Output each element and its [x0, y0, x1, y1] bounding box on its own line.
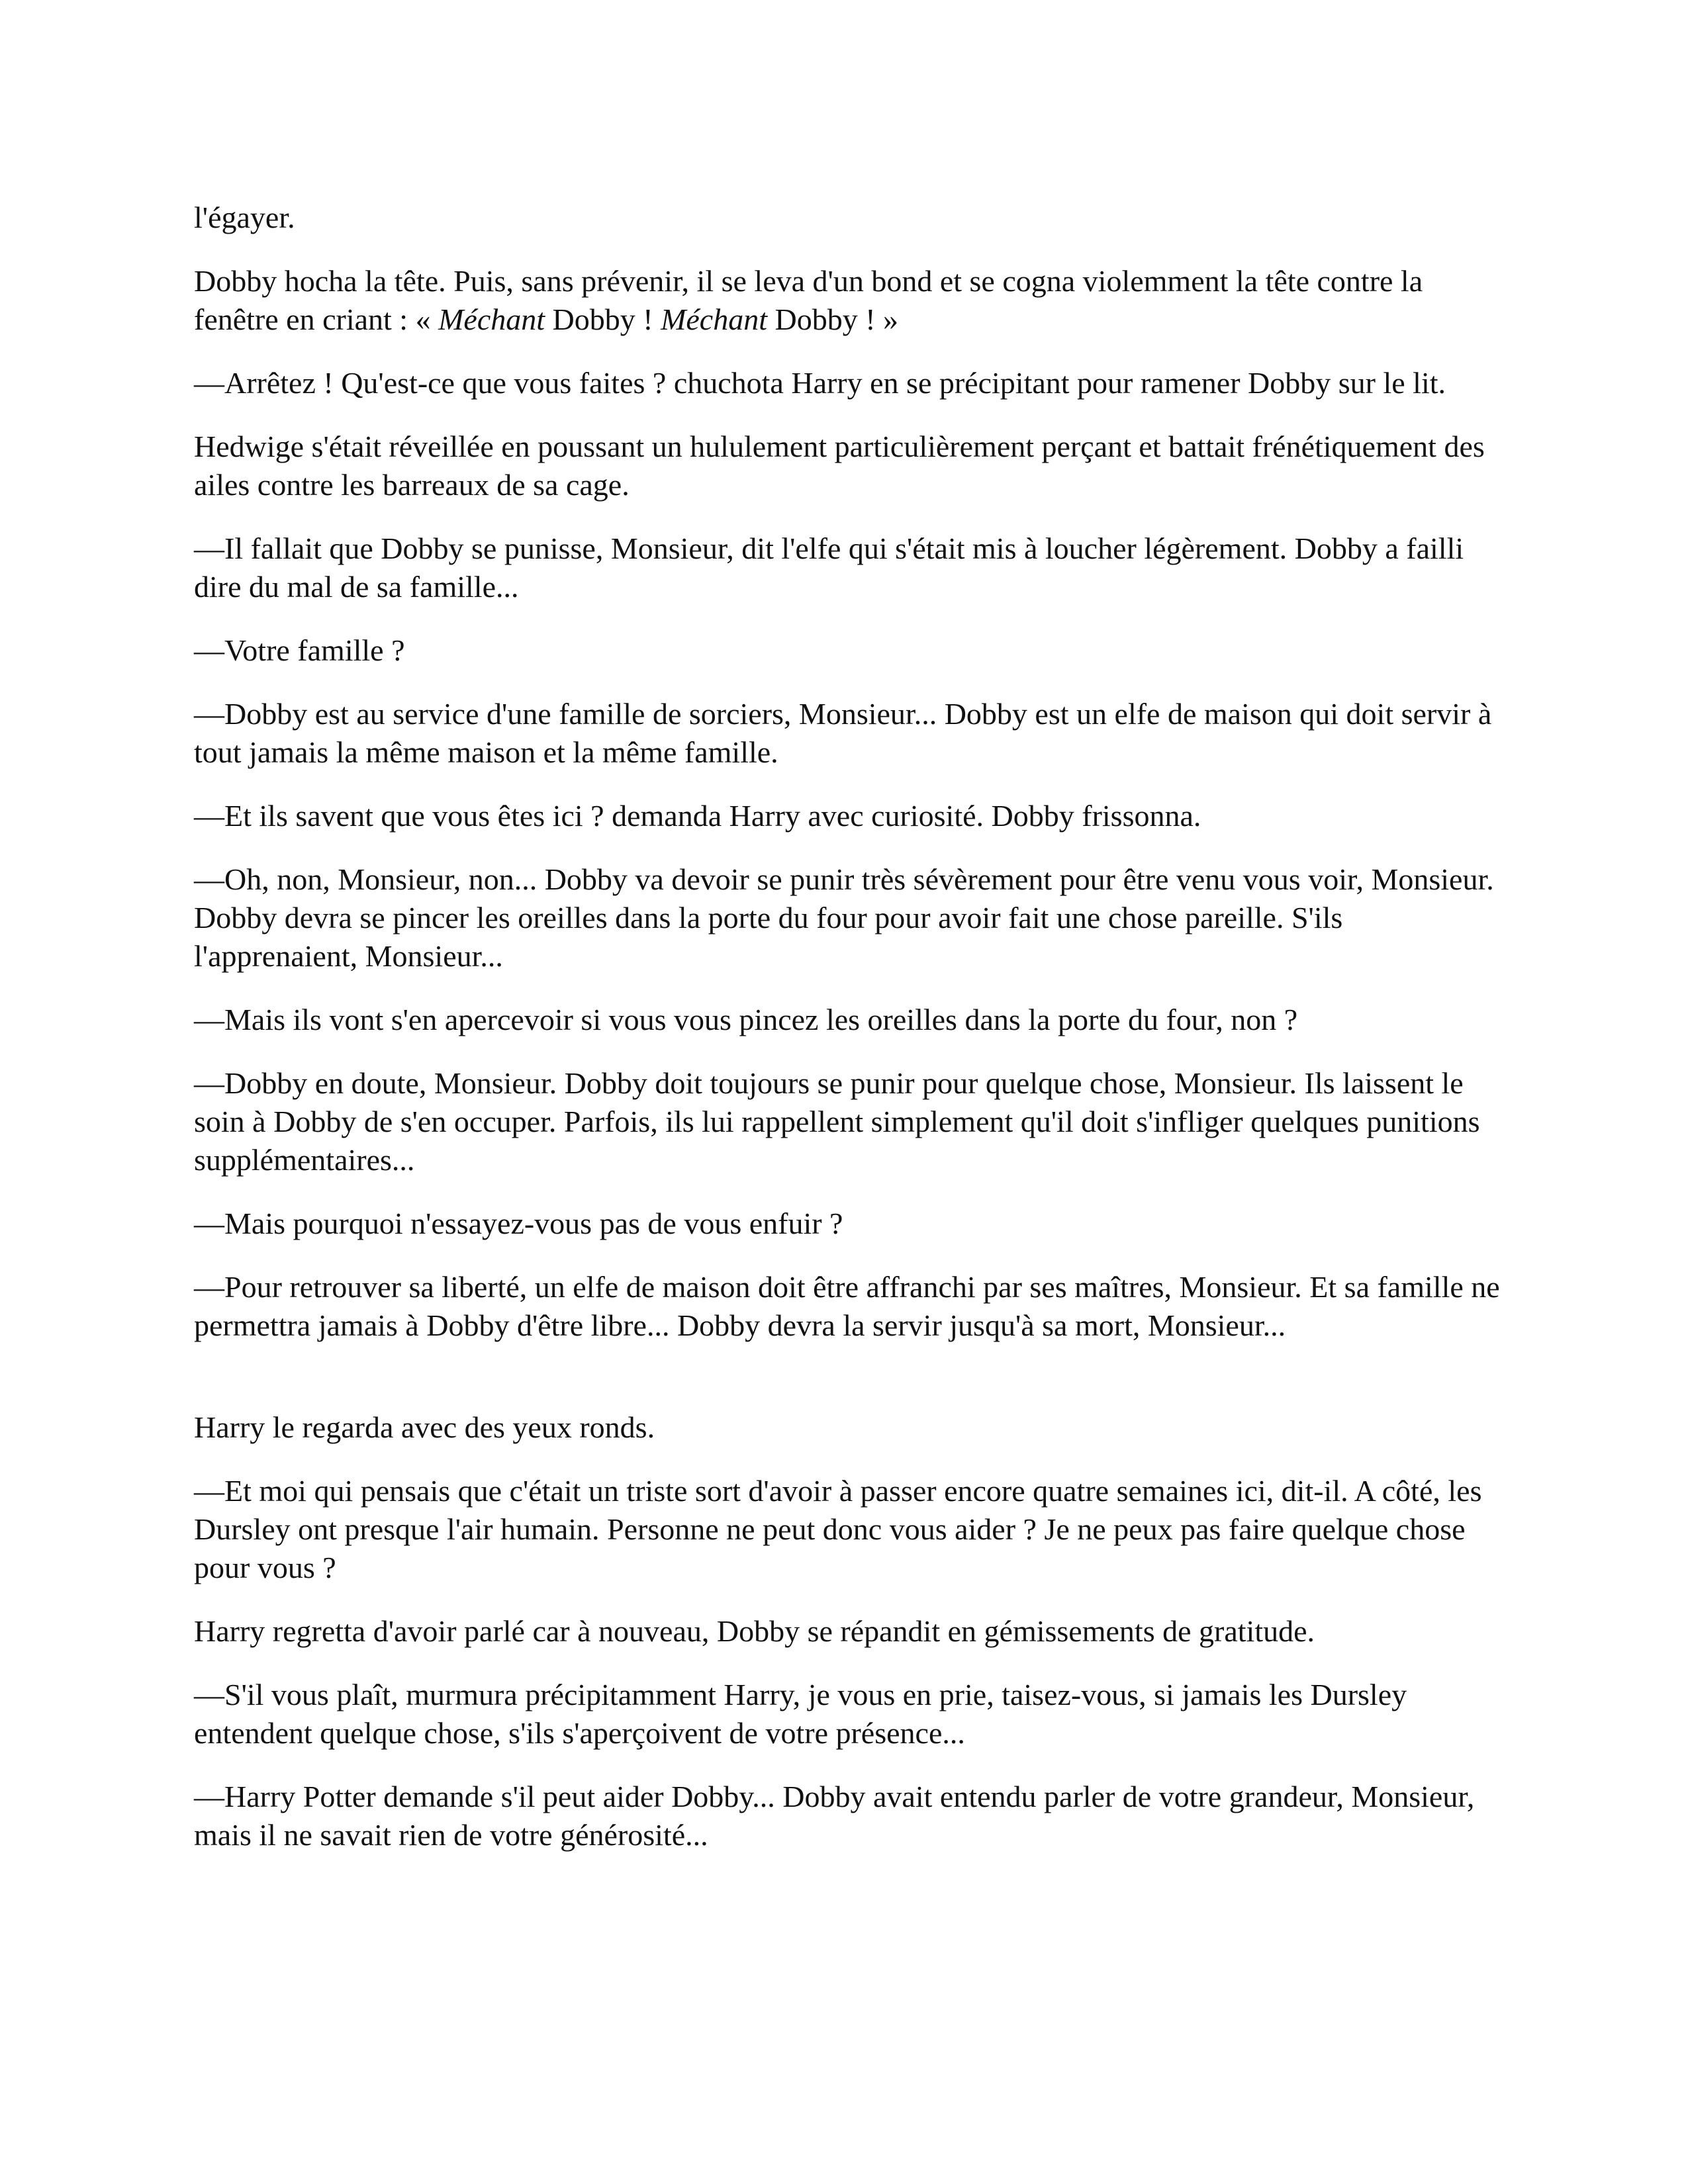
paragraph: —Arrêtez ! Qu'est-ce que vous faites ? chuchota Harry en se précipitant pour ramener Dobby sur le lit.: [194, 366, 1446, 400]
paragraph: Harry regretta d'avoir parlé car à nouveau, Dobby se répandit en gémissements de gratitude.: [194, 1614, 1315, 1648]
paragraph: —Votre famille ?: [194, 633, 405, 667]
paragraph: Hedwige s'était réveillée en poussant un hululement particulièrement perçant et battait frénétiquement des ailes contre les barreaux de sa cage.: [194, 430, 1485, 502]
text-run: Dobby ! »: [767, 302, 899, 336]
paragraph: —Dobby est au service d'une famille de sorciers, Monsieur... Dobby est un elfe de maison qui doit servir à tout jamais la même maison et la même famille.: [194, 697, 1492, 769]
paragraph: —Oh, non, Monsieur, non... Dobby va devoir se punir très sévèrement pour être venu vous voir, Monsieur. Dobby devra se pincer les oreilles dans la porte du four pour avoir fait une chose pareille. S'ils l'apprenaient, Monsieur...: [194, 862, 1494, 973]
paragraph: —Et ils savent que vous êtes ici ? demanda Harry avec curiosité. Dobby frissonna.: [194, 799, 1201, 833]
paragraph: Harry le regarda avec des yeux ronds.: [194, 1410, 655, 1444]
document-page: [194, 199, 1501, 1880]
paragraph: [194, 262, 1501, 339]
paragraph: l'égayer.: [194, 201, 295, 234]
paragraph: —Mais pourquoi n'essayez-vous pas de vous enfuir ?: [194, 1206, 843, 1240]
paragraph: —Et moi qui pensais que c'était un triste sort d'avoir à passer encore quatre semaines ici, dit-il. A côté, les Dursley ont presque l'air humain. Personne ne peut donc vous aider ? Je ne peux pas faire quelque chose pour vous ?: [194, 1474, 1482, 1584]
italic-text: Méchant: [438, 302, 545, 336]
italic-text: Méchant: [661, 302, 767, 336]
paragraph: —Dobby en doute, Monsieur. Dobby doit toujours se punir pour quelque chose, Monsieur. Ils laissent le soin à Dobby de s'en occuper. Parfois, ils lui rappellent simplement qu'il doit s'infliger quelques punitions supplémentaires...: [194, 1066, 1480, 1177]
paragraph: —S'il vous plaît, murmura précipitamment Harry, je vous en prie, taisez-vous, si jamais les Dursley entendent quelque chose, s'ils s'aperçoivent de votre présence...: [194, 1678, 1407, 1750]
paragraph: —Mais ils vont s'en apercevoir si vous vous pincez les oreilles dans la porte du four, non ?: [194, 1003, 1298, 1036]
paragraph: —Il fallait que Dobby se punisse, Monsieur, dit l'elfe qui s'était mis à loucher légèrement. Dobby a failli dire du mal de sa famille...: [194, 531, 1464, 604]
paragraph: —Pour retrouver sa liberté, un elfe de maison doit être affranchi par ses maîtres, Monsieur. Et sa famille ne permettra jamais à Dobby d'être libre... Dobby devra la servir jusqu'à sa mort, Monsieur...: [194, 1270, 1500, 1342]
paragraph: —Harry Potter demande s'il peut aider Dobby... Dobby avait entendu parler de votre grandeur, Monsieur, mais il ne savait rien de votre générosité...: [194, 1780, 1475, 1852]
text-run: Dobby !: [545, 302, 661, 336]
text-run: Dobby hocha la tête. Puis, sans prévenir, il se leva d'un bond et se cogna violemment la tête contre la fenêtre en criant : «: [194, 264, 1423, 336]
